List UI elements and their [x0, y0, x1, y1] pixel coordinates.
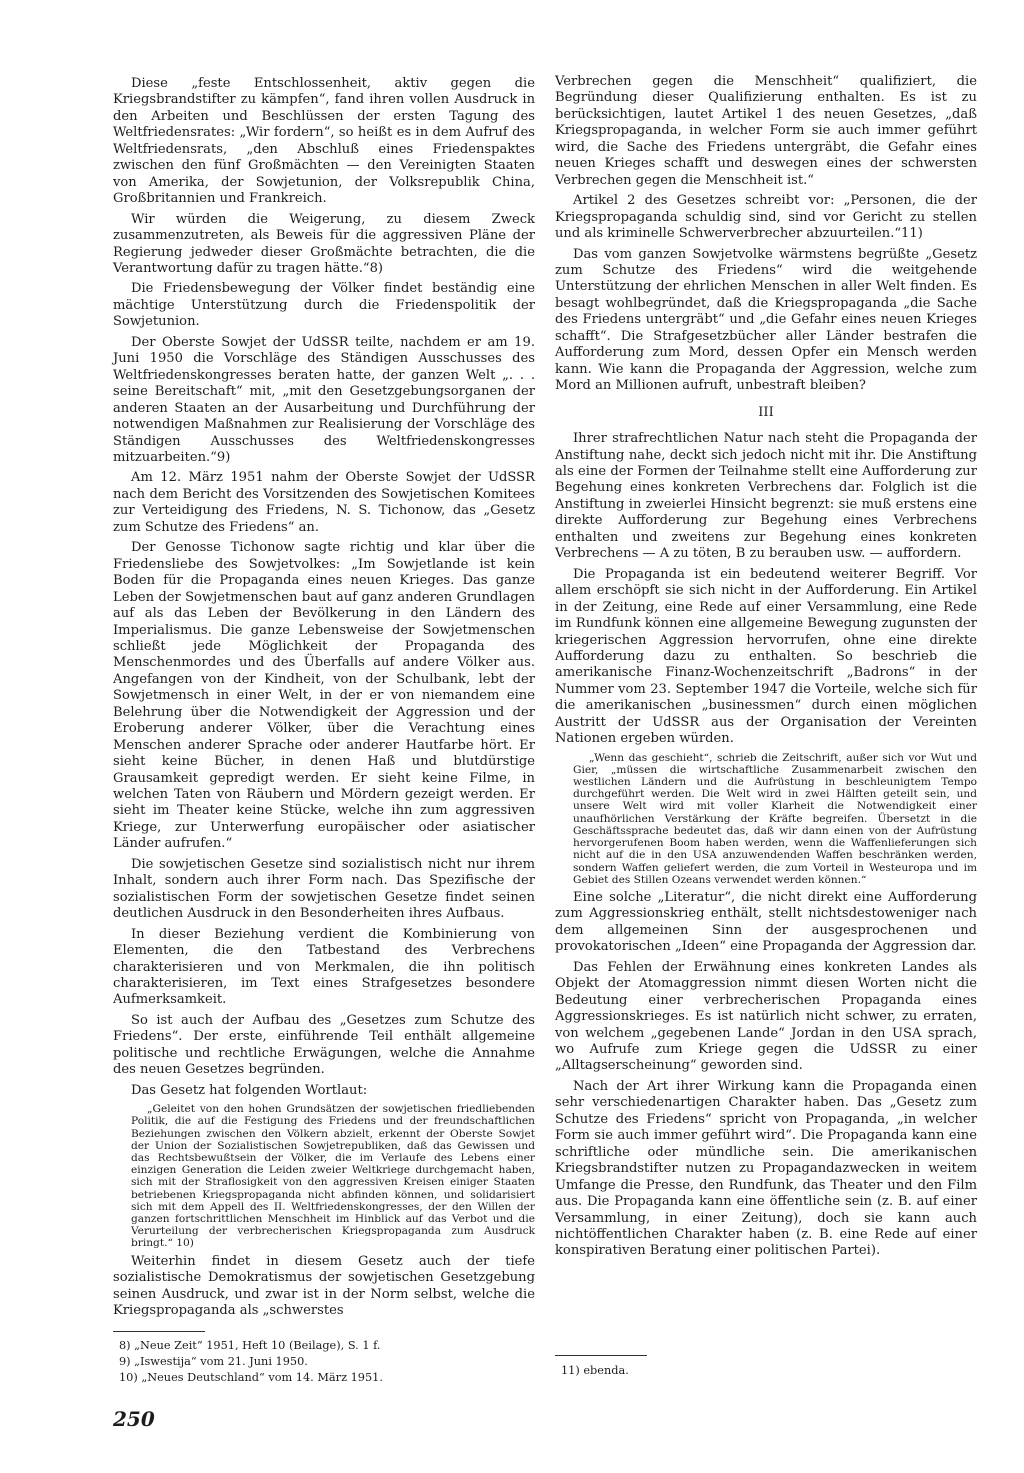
block-quote: „Wenn das geschieht“, schrieb die Zeitschrift, außer sich vor Wut und Gier, „müssen die wirtschaftliche Zusammenarbeit zwischen den westlichen Ländern und die Aufrüstung in beschleunigtem Tempo durchgeführt werden. Die Welt wird in zwei Hälften geteilt sein, und unsere Welt wird mit voller Klarheit die Notwendigkeit einer unaufhörlichen Verstärkung der Kräfte begreifen. Übersetzt in die Geschäftssprache bedeutet das, daß wir dann einen von der Aufrüstung hervorgerufenen Boom haben werden, wenn die Waffenlieferungen sich nicht auf die in den USA anzuwendenden Waffen beschränken werden, sondern Waffen geliefert werden, die zum Vorteil in Westeuropa und im Gebiet des Stillen Ozeans verwendet werden können.“: [573, 751, 977, 886]
paragraph: Eine solche „Literatur“, die nicht direkt eine Aufforderung zum Aggressionskrieg enthält, stellt nichtsdestoweniger nach dem allgemeinen Sinn der ausgesprochenen und provokatorischen „Ideen“ eine Propaganda der Aggression dar.: [555, 889, 977, 955]
paragraph: Ihrer strafrechtlichen Natur nach steht die Propaganda der Anstiftung nahe, deckt sich jedoch nicht mit ihr. Die Anstiftung als eine der Formen der Teilnahme stellt eine Aufforderung zur Begehung eines konkreten Verbrechens dar. Folglich ist die Anstiftung in zweierlei Hinsicht begrenzt: sie muß erstens eine direkte Aufforderung zur Begehung eines Verbrechens enthalten und zweitens zur Begehung eines konkreten Verbrechens — A zu töten, B zu berauben usw. — auffordern.: [555, 431, 977, 562]
paragraph: Der Oberste Sowjet der UdSSR teilte, nachdem er am 19. Juni 1950 die Vorschläge des Ständigen Ausschusses des Weltfriedenskongresses beraten hatte, der ganzen Welt „. . . seine Bereitschaft“ mit, „mit den Gesetzgebungsorganen der anderen Staaten an der Ausarbeitung und Durchführung der notwendigen Maßnahmen zur Realisierung der Vorschläge des Ständigen Ausschusses des Weltfriedenskongresses mitzuarbeiten.“9): [113, 334, 535, 465]
footnote: 10) „Neues Deutschland“ vom 14. März 1951.: [119, 1371, 383, 1384]
footnotes-right: [555, 1363, 977, 1379]
left-column: [113, 76, 535, 1323]
footnote-divider: [113, 1331, 205, 1332]
paragraph: Das vom ganzen Sowjetvolke wärmstens begrüßte „Gesetz zum Schutze des Friedens“ wird die weitgehende Unterstützung der ehrlichen Menschen in aller Welt finden. Es besagt wohlbegründet, daß die Kriegspropaganda „die Sache des Friedens untergräbt“ und „die Gefahr eines neuen Krieges schafft“. Die Strafgesetzbücher aller Länder bestrafen die Aufforderung zum Mord, dessen Opfer ein Mensch werden kann. Wie kann die Propaganda der Aggression, welche zum Mord an Millionen aufruft, unbestraft bleiben?: [555, 246, 977, 394]
paragraph: Artikel 2 des Gesetzes schreibt vor: „Personen, die der Kriegspropaganda schuldig sind, sind vor Gericht zu stellen und als kriminelle Schwerverbrecher abzuurteilen.“11): [555, 193, 977, 242]
footnote: 8) „Neue Zeit“ 1951, Heft 10 (Beilage), S. 1 f.: [119, 1339, 381, 1352]
footnote-divider: [555, 1355, 647, 1356]
paragraph: In dieser Beziehung verdient die Kombinierung von Elementen, die den Tatbestand des Verbrechens charakterisieren und von Merkmalen, die ihn politisch charakterisieren, im Text eines Strafgesetzes besondere Aufmerksamkeit.: [113, 926, 535, 1008]
paragraph: Nach der Art ihrer Wirkung kann die Propaganda einen sehr verschiedenartigen Charakter haben. Das „Gesetz zum Schutze des Friedens“ spricht von Propaganda, „in welcher Form sie auch immer geführt wird“. Die Propaganda kann eine schriftliche oder mündliche sein. Die amerikanischen Kriegsbrandstifter nutzen zu Propagandazwecken in weitem Umfange die Presse, den Rundfunk, das Theater und den Film aus. Die Propaganda kann eine öffentliche sein (z. B. auf einer Versammlung, in einer Zeitung), doch sie kann auch nichtöffentlichen Charakter haben (z. B. eine Rede auf einer konspirativen Beratung einer politischen Partei).: [555, 1078, 977, 1259]
paragraph: Die Friedensbewegung der Völker findet beständig eine mächtige Unterstützung durch die Friedenspolitik der Sowjetunion.: [113, 281, 535, 330]
paragraph: Verbrechen gegen die Menschheit“ qualifiziert, die Begründung dieser Qualifizierung enthalten. Es ist zu berücksichtigen, lautet Artikel 1 des neuen Gesetzes, „daß Kriegspropaganda, in welcher Form sie auch immer geführt wird, die Sache des Friedens untergräbt, die Gefahr eines neuen Krieges schafft und deswegen eines der schwersten Verbrechen gegen die Menschheit ist.“: [555, 74, 977, 188]
paragraph: Das Fehlen der Erwähnung eines konkreten Landes als Objekt der Atomaggression nimmt diesen Worten nicht die Bedeutung einer verbrecherischen Propaganda eines Aggressionskrieges. Es ist natürlich nicht schwer, zu erraten, von welchem „gegebenen Lande“ Jordan in den USA sprach, wo Aufrufe zum Kriege gegen die UdSSR zu einer „Alltagserscheinung“ geworden sind.: [555, 959, 977, 1074]
footnote: 11) ebenda.: [561, 1364, 629, 1377]
paragraph: Wir würden die Weigerung, zu diesem Zweck zusammenzutreten, als Beweis für die aggressiven Pläne der Regierung jedweder dieser Großmächte betrachten, die die Verantwortung dafür zu tragen hätte.“8): [113, 211, 535, 276]
paragraph: Der Genosse Tichonow sagte richtig und klar über die Friedensliebe des Sowjetvolkes: „Im Sowjetlande ist kein Boden für die Propaganda eines neuen Krieges. Das ganze Leben der Sowjetmenschen baut auf ganz anderen Grundlagen auf als das Leben der Bevölkerung in den Ländern des Imperialismus. Die ganze Lebensweise der Sowjetmenschen schließt jede Möglichkeit der Propaganda des Menschenmordes und des Überfalls auf andere Völker aus. Angefangen von der Kindheit, von der Schulbank, lebt der Sowjetmensch in einer Welt, in der er von niemandem eine Belehrung über die Notwendigkeit der Aggression und der Eroberung anderer Völker, über die Verachtung eines Menschen anderer Sprache oder anderer Hautfarbe hört. Er sieht keine Bücher, in denen Haß und blutdürstige Grausamkeit gepredigt werden. Er sieht keine Filme, in welchen Taten von Räubern und Mördern gezeigt werden. Er sieht im Theater keine Stücke, welche ihn zum aggressiven Kriege, zur Unterwerfung europäischer oder asiatischer Länder aufrufen.“: [113, 540, 535, 852]
paragraph: Die sowjetischen Gesetze sind sozialistisch nicht nur ihrem Inhalt, sondern auch ihrer Form nach. Das Spezifische der sozialistischen Form der sowjetischen Gesetze findet seinen deutlichen Ausdruck in den Besonderheiten ihres Aufbaus.: [113, 856, 535, 922]
paragraph: So ist auch der Aufbau des „Gesetzes zum Schutze des Friedens“. Der erste, einführende Teil enthält allgemeine politische und rechtliche Erwägungen, welche die Annahme des neuen Gesetzes begründen.: [113, 1012, 535, 1078]
section-heading: III: [758, 404, 774, 420]
right-column: [555, 74, 977, 1264]
block-quote: „Geleitet von den hohen Grundsätzen der sowjetischen friedliebenden Politik, die auf die Festigung des Friedens und der freundschaftlichen Beziehungen zwischen den Völkern abzielt, erkennt der Oberste Sowjet der Union der Sozialistischen Sowjetrepubliken, daß das Gewissen und das Rechtsbewußtsein der Völker, die im Verlaufe des Lebens einer einzigen Generation die Leiden zweier Weltkriege durchgemacht haben, sich mit der Straflosigkeit von den aggressiven Kreisen einiger Staaten betriebenen Kriegspropaganda nicht abfinden können, und solidarisiert sich mit dem Appell des II. Weltfriedenskongresses, der den Willen der ganzen fortschrittlichen Menschheit im Hinblick auf das Verbot und die Verurteilung der verbrecherischen Kriegspropaganda zum Ausdruck bringt.“ 10): [131, 1103, 535, 1250]
paragraph: Diese „feste Entschlossenheit, aktiv gegen die Kriegsbrandstifter zu kämpfen“, fand ihren vollen Ausdruck in den Arbeiten und Beschlüssen der ersten Tagung des Weltfriedensrates: „Wir fordern“, so heißt es in dem Aufruf des Weltfriedensrats, „den Abschluß eines Friedenspaktes zwischen den fünf Großmächten — den Vereinigten Staaten von Amerika, der Sowjetunion, der Volksrepublik China, Großbritannien und Frankreich.: [113, 76, 535, 207]
page-number: 250: [113, 1407, 155, 1431]
footnotes-left: [113, 1338, 535, 1386]
paragraph: Am 12. März 1951 nahm der Oberste Sowjet der UdSSR nach dem Bericht des Vorsitzenden des Sowjetischen Komitees zur Verteidigung des Friedens, N. S. Tichonow, das „Gesetz zum Schutze des Friedens“ an.: [113, 470, 535, 535]
paragraph: Weiterhin findet in diesem Gesetz auch der tiefe sozialistische Demokratismus der sowjetischen Gesetzgebung seinen Ausdruck, und zwar ist in der Norm selbst, welche die Kriegspropaganda als „schwerstes: [113, 1253, 535, 1318]
paragraph: Das Gesetz hat folgenden Wortlaut:: [131, 1082, 368, 1098]
footnote: 9) „Iswestija“ vom 21. Juni 1950.: [119, 1355, 308, 1368]
paragraph: Die Propaganda ist ein bedeutend weiterer Begriff. Vor allem erschöpft sie sich nicht in der Aufforderung. Ein Artikel in der Zeitung, eine Rede auf einer Versammlung, eine Rede im Rundfunk können eine allgemeine Bewegung zugunsten der kriegerischen Aggression hervorrufen, ohne eine direkte Aufforderung dazu zu enthalten. So beschrieb die amerikanische Finanz-Wochenzeitschrift „Badrons“ in der Nummer vom 23. September 1947 die Vorteile, welche sich für die amerikanischen „businessmen“ durch einen möglichen Austritt der UdSSR aus der Organisation der Vereinten Nationen ergeben würden.: [555, 566, 977, 747]
